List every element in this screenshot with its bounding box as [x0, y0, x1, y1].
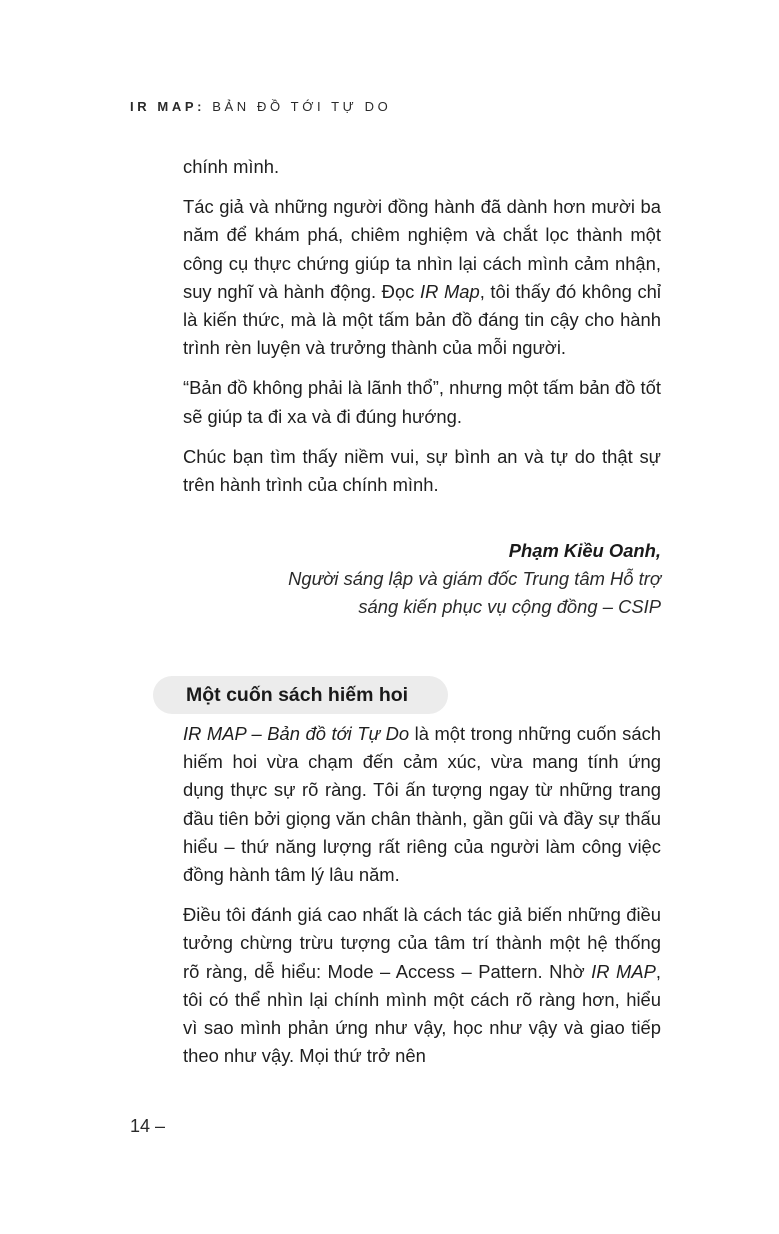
book-title-subtitle: BẢN ĐỒ TỚI TỰ DO: [212, 99, 392, 114]
section-text-block: [183, 720, 661, 1082]
paragraph-appreciation: Điều tôi đánh giá cao nhất là cách tác giả biến những điều tưởng chừng trừu tượng của tâm trí thành một hệ thống rõ ràng, dễ hiểu: Mode – Access – Pattern. Nhờ IR MAP, tôi có thể nhìn lại chính mình một cách rõ ràng hơn, hiểu vì sao mình phản ứng như vậy, học như vậy và giao tiếp theo như vậy. Mọi thứ trở nên: [183, 904, 661, 1067]
signature-role-line2: sáng kiến phục vụ cộng đồng – CSIP: [358, 596, 661, 618]
top-text-block: [183, 153, 661, 511]
paragraph-authors: Tác giả và những người đồng hành đã dành hơn mười ba năm để khám phá, chiêm nghiệm và chắt lọc thành một công cụ thực chứng giúp ta nhìn lại cách mình cảm nhận, suy nghĩ và hành động. Đọc IR Map, tôi thấy đó không chỉ là kiến thức, mà là một tấm bản đồ đáng tin cậy cho hành trình rèn luyện và trưởng thành của mỗi người.: [183, 196, 661, 359]
book-title-short: IR MAP:: [130, 99, 206, 114]
paragraph-map-quote: “Bản đồ không phải là lãnh thổ”, nhưng một tấm bản đồ tốt sẽ giúp ta đi xa và đi đúng hướng.: [183, 377, 661, 427]
paragraph-rare-book: IR MAP – Bản đồ tới Tự Do là một trong những cuốn sách hiếm hoi vừa chạm đến cảm xúc, vừa mang tính ứng dụng thực sự rõ ràng. Tôi ấn tượng ngay từ những trang đầu tiên bởi giọng văn chân thành, gần gũi và đầy sự thấu hiểu – thứ năng lượng rất riêng của người làm công việc đồng hành tâm lý lâu năm.: [183, 723, 661, 886]
running-header: [130, 99, 391, 114]
signature-name: Phạm Kiều Oanh,: [508, 540, 661, 561]
paragraph-wish: Chúc bạn tìm thấy niềm vui, sự bình an và tự do thật sự trên hành trình của chính mình.: [183, 445, 661, 496]
signature-role-line1: Người sáng lập và giám đốc Trung tâm Hỗ trợ: [288, 568, 661, 590]
signature-block: [288, 537, 661, 622]
book-title-inline: IR MAP: [591, 960, 656, 982]
book-title-inline: IR Map: [419, 280, 480, 302]
section-heading: Một cuốn sách hiếm hoi: [153, 676, 448, 714]
book-title-inline: IR MAP – Bản đồ tới Tự Do: [183, 723, 410, 744]
paragraph-continuation: chính mình.: [183, 156, 280, 177]
page-number: 14 –: [130, 1116, 166, 1136]
